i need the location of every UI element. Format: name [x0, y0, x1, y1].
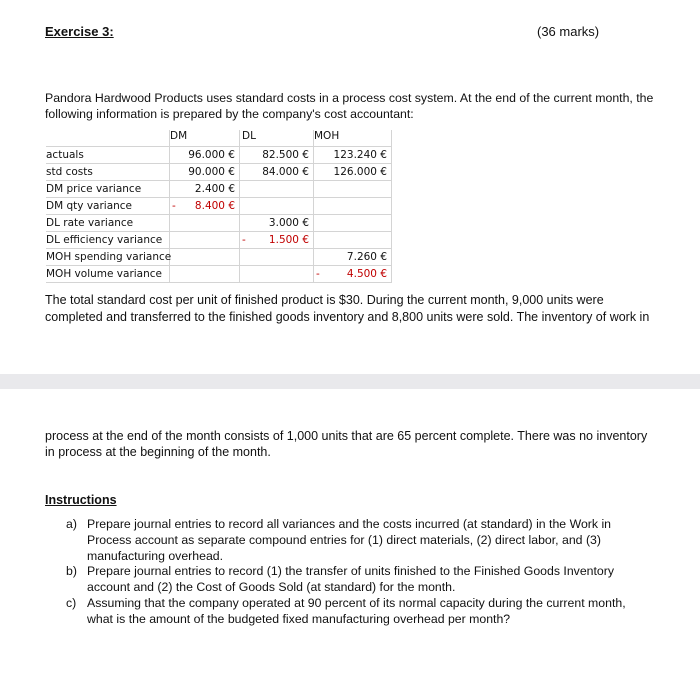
moh-value: 126.000 €	[333, 166, 387, 178]
item-line: Prepare journal entries to record all variances and the costs incurred (at standard) in the Work in	[87, 517, 612, 531]
intro-paragraph: Pandora Hardwood Products uses standard costs in a process cost system. At the end of the current month, the following information is prepared by the company's cost accountant:	[45, 91, 654, 121]
item-line: Assuming that the company operated at 90 percent of its normal capacity during the current month,	[87, 596, 626, 610]
paragraph-line: completed and transferred to the finished goods inventory and 8,800 units were sold. The inventory of work in	[45, 310, 650, 324]
item-label: b)	[66, 564, 77, 578]
row-label: DL efficiency variance	[46, 234, 163, 246]
instructions-heading: Instructions	[45, 493, 117, 507]
row-label: DL rate variance	[46, 217, 134, 229]
dm-value: 8.400 €	[194, 200, 235, 212]
dl-value: 1.500 €	[268, 234, 309, 246]
paragraph-line: The total standard cost per unit of finished product is $30. During the current month, 9,000 units were	[45, 293, 604, 307]
item-line: what is the amount of the budgeted fixed manufacturing overhead per month?	[87, 612, 511, 626]
paragraph-line: in process at the beginning of the month.	[45, 445, 271, 459]
dl-value: 3.000 €	[268, 217, 309, 229]
marks-label: (36 marks)	[537, 24, 600, 39]
item-line: Process account as separate compound entries for (1) direct materials, (2) direct labor, and (3)	[87, 533, 601, 547]
col-header-dm: DM	[170, 130, 188, 142]
item-line: manufacturing overhead.	[87, 549, 224, 563]
row-label: DM qty variance	[46, 200, 133, 212]
dm-value: 90.000 €	[188, 166, 235, 178]
dm-value: 96.000 €	[188, 149, 235, 161]
item-label: a)	[66, 517, 77, 531]
moh-value: 123.240 €	[333, 149, 387, 161]
row-label: MOH spending variance	[46, 251, 172, 263]
item-label: c)	[66, 596, 77, 610]
col-header-dl: DL	[242, 130, 256, 142]
item-line: account and (2) the Cost of Goods Sold (at standard) for the month.	[87, 580, 456, 594]
moh-value: 4.500 €	[346, 268, 387, 280]
row-label: MOH volume variance	[46, 268, 162, 280]
item-line: Prepare journal entries to record (1) the transfer of units finished to the Finished Goods Inventory	[87, 564, 614, 578]
negative-dash: -	[172, 200, 176, 212]
row-label: DM price variance	[46, 183, 142, 195]
moh-value: 7.260 €	[346, 251, 387, 263]
cost-table	[46, 130, 392, 283]
instruction-item-b	[66, 563, 666, 595]
exercise-title: Exercise 3:	[45, 24, 114, 39]
row-label: actuals	[46, 149, 84, 161]
instruction-item-c	[66, 595, 666, 627]
negative-dash: -	[316, 268, 320, 280]
negative-dash: -	[242, 234, 246, 246]
dm-value: 2.400 €	[194, 183, 235, 195]
row-label: std costs	[46, 166, 93, 178]
instruction-item-a	[66, 516, 666, 564]
paragraph-line: process at the end of the month consists of 1,000 units that are 65 percent complete. There was no inventory	[45, 429, 648, 443]
dl-value: 84.000 €	[262, 166, 309, 178]
col-header-moh: MOH	[314, 130, 340, 142]
dl-value: 82.500 €	[262, 149, 309, 161]
